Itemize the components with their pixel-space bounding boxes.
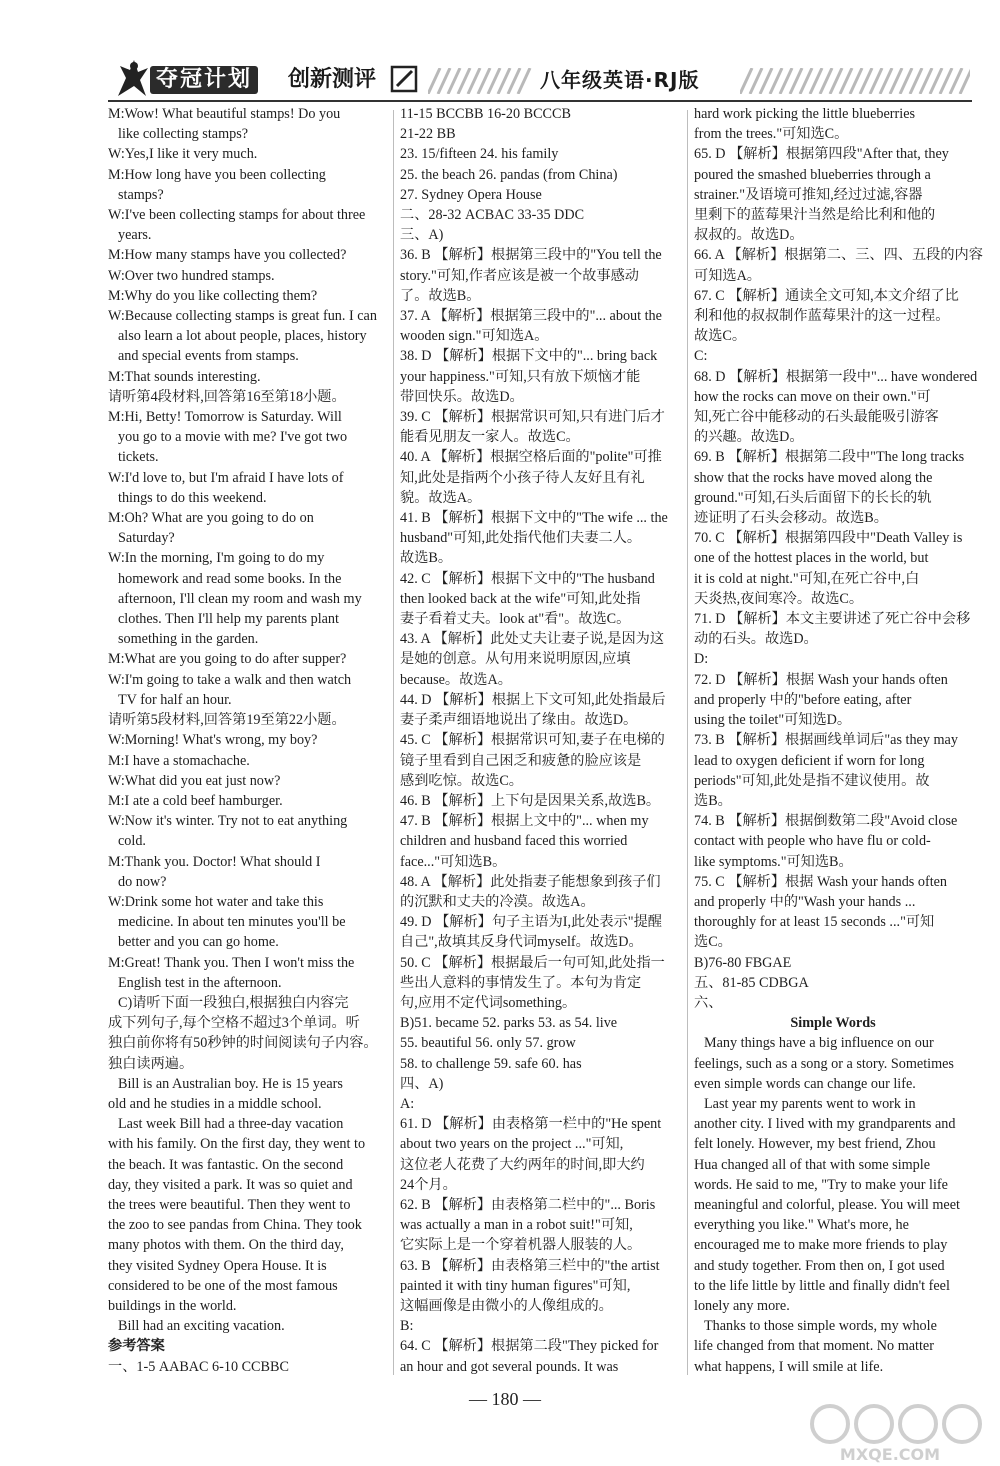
- text-line: 自己",故填其反身代词myself。故选D。: [400, 934, 643, 951]
- text-line: 镜子里看到自己困乏和疲惫的脸应该是: [400, 752, 642, 769]
- text-line: about two years on the project ..."可知,: [400, 1136, 624, 1153]
- text-line: 选C。: [694, 934, 732, 951]
- text-line: 五、81-85 CDBGA: [694, 974, 809, 991]
- answers-heading: 参考答案: [108, 1338, 165, 1355]
- text-line: 66. A 【解析】根据第二、三、四、五段的内容: [694, 247, 983, 264]
- text-line: 动的石头。故选D。: [694, 631, 818, 648]
- text-line: and properly 中的"Wash your hands ...: [694, 893, 916, 910]
- text-line: 带回快乐。故选D。: [400, 388, 524, 405]
- text-line: 知,死亡谷中能移动的石头最能吸引游客: [694, 409, 939, 426]
- text-line: 25. the beach 26. pandas (from China): [400, 166, 618, 183]
- text-line: 73. B 【解析】根据画线单词后"as they may: [694, 732, 958, 749]
- text-line: and properly 中的"before eating, after: [694, 691, 912, 708]
- text-line: the beach. It was fantastic. On the second: [108, 1156, 344, 1173]
- text-line: buildings in the world.: [108, 1297, 237, 1314]
- text-line: thoroughly for at least 15 seconds ..."可知: [694, 914, 935, 931]
- header-rule: [108, 100, 972, 102]
- text-line: what happens, I will smile at life.: [694, 1358, 884, 1375]
- text-line: 69. B 【解析】根据第二段中"The long tracks: [694, 449, 965, 466]
- text-line: 67. C 【解析】通读全文可知,本文介绍了比: [694, 287, 959, 304]
- text-line: husband"可知,此处指代他们夫妻二人。: [400, 530, 642, 547]
- text-line: Thanks to those simple words, my whole: [704, 1318, 937, 1335]
- text-line: it is cold at night."可知,在死亡谷中,白: [694, 570, 920, 587]
- text-line: W:Now it's winter. Try not to eat anything: [108, 813, 348, 830]
- text-line: 四、A): [400, 1075, 444, 1092]
- text-line: A:: [400, 1095, 415, 1112]
- text-line: Hua changed all of that with some simple: [694, 1156, 931, 1173]
- text-line: even simple words can change our life.: [694, 1075, 916, 1092]
- text-line: was actually a man in a robot suit!"可知,: [400, 1217, 633, 1234]
- text-line: M:How many stamps have you collected?: [108, 247, 347, 264]
- text-line: children and husband faced this worried: [400, 833, 628, 850]
- watermark-logo: [790, 1398, 990, 1464]
- text-line: encouraged me to make more friends to play: [694, 1237, 948, 1254]
- text-line: hard work picking the little blueberries: [694, 106, 916, 122]
- text-line: years.: [118, 227, 152, 244]
- text-line: from the trees."可知选C。: [694, 126, 849, 143]
- text-line: 43. A 【解析】此处丈夫让妻子说,是因为这: [400, 631, 665, 648]
- text-line: like collecting stamps?: [118, 126, 249, 143]
- text-line: 迹证明了石头会移动。故选B。: [694, 510, 888, 527]
- text-line: 感到吃惊。故选C。: [400, 772, 523, 789]
- text-line: 故选B。: [400, 550, 453, 567]
- text-line: 天炎热,夜间寒冷。故选C。: [694, 590, 864, 607]
- text-line: 能看见朋友一家人。故选C。: [400, 429, 580, 446]
- text-line: 37. A 【解析】根据第三段中的"... about the: [400, 308, 662, 325]
- text-line: 71. D 【解析】本文主要讲述了死亡谷中会移: [694, 611, 971, 628]
- text-line: 68. D 【解析】根据第一段中"... have wondered: [694, 368, 978, 385]
- text-line: periods"可知,此处是指不建议使用。故: [694, 772, 930, 789]
- text-line: clothes. Then I'll help my parents plant: [118, 611, 339, 628]
- text-line: 47. B 【解析】根据上文中的"... when my: [400, 813, 649, 830]
- text-line: 妻子柔声细语地说出了缘由。故选D。: [400, 712, 638, 729]
- middle-column: [400, 104, 678, 1377]
- text-line: 38. D 【解析】根据下文中的"... bring back: [400, 348, 658, 365]
- page-header: [0, 0, 1000, 104]
- text-line: something in the garden.: [118, 631, 259, 648]
- text-line: M:What are you going to do after supper?: [108, 651, 347, 668]
- text-line: your happiness."可知,只有放下烦恼才能: [400, 368, 641, 385]
- text-line: using the toilet"可知选D。: [694, 712, 852, 729]
- text-line: 50. C 【解析】根据最后一句可知,此处指一: [400, 954, 665, 971]
- text-line: 些出人意料的事情发生了。本句为肯定: [400, 974, 642, 991]
- text-line: they visited Sydney Opera House. It is: [108, 1257, 327, 1274]
- text-line: 请听第5段材料,回答第19至第22小题。: [108, 712, 346, 729]
- text-line: meaningful and colorful, please. You will meet: [694, 1196, 960, 1213]
- text-line: the trees were beautiful. Then they went to: [108, 1196, 351, 1213]
- text-line: 独白前你将有50秒钟的时间阅读句子内容。: [108, 1035, 378, 1052]
- page-number: — 180 —: [469, 1389, 541, 1409]
- text-line: 21-22 BB: [400, 126, 456, 143]
- text-line: how the rocks can move on their own."可: [694, 388, 931, 405]
- text-line: 36. B 【解析】根据第三段中的"You tell the: [400, 247, 662, 264]
- text-line: 叔叔的。故选D。: [694, 227, 804, 244]
- text-line: M:Hi, Betty! Tomorrow is Saturday. Will: [108, 409, 342, 426]
- text-line: 这位老人花费了大约两年的时间,即大约: [400, 1156, 645, 1173]
- text-line: M:That sounds interesting.: [108, 368, 261, 385]
- text-line: 独白读两遍。: [108, 1055, 194, 1072]
- text-line: strainer."及语境可推知,经过过滤,容器: [694, 186, 923, 203]
- text-line: 这幅画像是由微小的人像组成的。: [400, 1297, 613, 1314]
- text-line: 11-15 BCCBB 16-20 BCCCB: [400, 106, 571, 122]
- text-line: W:Morning! What's wrong, my boy?: [108, 732, 318, 749]
- text-line: old and he studies in a middle school.: [108, 1095, 322, 1112]
- text-line: an hour and got several pounds. It was: [400, 1358, 619, 1375]
- text-line: cold.: [118, 833, 146, 850]
- text-line: lead to oxygen deficient if worn for long: [694, 752, 925, 769]
- text-line: 一、1-5 AABAC 6-10 CCBBC: [108, 1358, 289, 1375]
- text-line: also learn a lot about people, places, history: [118, 328, 367, 345]
- text-line: W:In the morning, I'm going to do my: [108, 550, 325, 567]
- text-line: 请听第4段材料,回答第16至第18小题。: [108, 388, 346, 405]
- column-divider: [393, 110, 394, 1375]
- text-line: 了。故选B。: [400, 287, 481, 304]
- text-line: 58. to challenge 59. safe 60. has: [400, 1055, 582, 1072]
- header-stripe-right: [740, 68, 970, 94]
- text-line: 42. C 【解析】根据下文中的"The husband: [400, 570, 655, 587]
- text-line: Saturday?: [118, 530, 175, 547]
- text-line: W:I've been collecting stamps for about three: [108, 207, 366, 224]
- text-line: things to do this weekend.: [118, 489, 267, 506]
- text-line: 44. D 【解析】根据上下文可知,此处指最后: [400, 691, 666, 708]
- essay-title: Simple Words: [790, 1015, 876, 1032]
- text-line: C)请听下面一段独白,根据独白内容完: [118, 994, 349, 1011]
- text-line: felt lonely. However, my best friend, Zhou: [694, 1136, 936, 1153]
- text-line: tickets.: [118, 449, 159, 466]
- text-line: W:Yes,I like it very much.: [108, 146, 258, 163]
- text-line: ground."可知,石头后面留下的长长的轨: [694, 489, 932, 506]
- text-line: 39. C 【解析】根据常识可知,只有进门后才: [400, 409, 665, 426]
- text-line: stamps?: [118, 186, 164, 203]
- text-line: medicine. In about ten minutes you'll be: [118, 914, 346, 931]
- text-line: 貌。故选A。: [400, 489, 482, 506]
- text-line: poured the smashed blueberries through a: [694, 166, 931, 183]
- text-line: 55. beautiful 56. only 57. grow: [400, 1035, 576, 1052]
- text-line: Bill is an Australian boy. He is 15 years: [118, 1075, 343, 1092]
- mascot-figure-icon: [112, 56, 152, 100]
- text-line: 的沉默和丈夫的冷漠。故选A。: [400, 893, 595, 910]
- text-line: 72. D 【解析】根据 Wash your hands often: [694, 671, 948, 688]
- text-line: M:Why do you like collecting them?: [108, 287, 318, 304]
- pencil-notebook-icon: [390, 64, 420, 94]
- text-line: painted it with tiny human figures"可知,: [400, 1277, 631, 1294]
- text-line: W:I'm going to take a walk and then watch: [108, 671, 352, 688]
- watermark-text: MXQE.COM: [839, 1445, 941, 1464]
- text-line: B)76-80 FBGAE: [694, 954, 792, 971]
- text-line: C:: [694, 348, 708, 365]
- text-line: 75. C 【解析】根据 Wash your hands often: [694, 873, 948, 890]
- text-line: many photos with them. On the third day,: [108, 1237, 344, 1254]
- text-line: M:Wow! What beautiful stamps! Do you: [108, 106, 341, 122]
- text-line: the zoo to see pandas from China. They took: [108, 1217, 362, 1234]
- text-line: 41. B 【解析】根据下文中的"The wife ... the: [400, 510, 668, 527]
- text-line: 65. D 【解析】根据第四段"After that, they: [694, 146, 949, 163]
- text-line: 27. Sydney Opera House: [400, 186, 542, 203]
- text-line: 是她的创意。从句用来说明原因,应填: [400, 651, 631, 668]
- text-line: contact with people who have flu or cold-: [694, 833, 931, 850]
- text-line: M:I ate a cold beef hamburger.: [108, 792, 283, 809]
- text-line: TV for half an hour.: [118, 691, 232, 708]
- text-line: and study together. From then on, I got used: [694, 1257, 945, 1274]
- text-line: then looked back at the wife"可知,此处指: [400, 590, 641, 607]
- text-line: because。故选A。: [400, 671, 512, 688]
- text-line: 49. D 【解析】句子主语为I,此处表示"提醒: [400, 914, 662, 931]
- text-line: 句,应用不定代词something。: [400, 994, 577, 1011]
- text-line: wooden sign."可知选A。: [400, 328, 549, 345]
- text-line: 妻子看着丈夫。look at"看"。故选C。: [400, 611, 631, 628]
- text-line: M:Thank you. Doctor! What should I: [108, 853, 321, 870]
- text-line: you go to a movie with me? I've got two: [118, 429, 348, 446]
- text-line: 48. A 【解析】此处指妻子能想象到孩子们: [400, 873, 661, 890]
- text-line: afternoon, I'll clean my room and wash my: [118, 590, 362, 607]
- text-line: 46. B 【解析】上下句是因果关系,故选B。: [400, 792, 661, 809]
- text-line: M:How long have you been collecting: [108, 166, 326, 183]
- text-line: 三、A): [400, 227, 444, 244]
- text-line: like symptoms."可知选B。: [694, 853, 853, 870]
- text-line: 可知选A。: [694, 267, 761, 284]
- text-line: Last year my parents went to work in: [704, 1095, 916, 1112]
- text-line: 23. 15/fifteen 24. his family: [400, 146, 559, 163]
- text-line: 40. A 【解析】根据空格后面的"polite"可推: [400, 449, 662, 466]
- text-line: W:Over two hundred stamps.: [108, 267, 275, 284]
- text-line: face..."可知选B。: [400, 853, 507, 870]
- text-line: 62. B 【解析】由表格第二栏中的"... Boris: [400, 1196, 656, 1213]
- text-line: 二、28-32 ACBAC 33-35 DDC: [400, 207, 585, 224]
- text-line: 故选C。: [694, 328, 747, 345]
- text-line: everything you like." What's more, he: [694, 1217, 909, 1234]
- text-line: show that the rocks have moved along the: [694, 469, 933, 486]
- text-line: story."可知,作者应该是被一个故事感动: [400, 267, 639, 284]
- text-line: 知,此处是指两个小孩子待人友好且有礼: [400, 469, 645, 486]
- column-divider: [687, 110, 688, 1375]
- text-line: 45. C 【解析】根据常识可知,妻子在电梯的: [400, 732, 665, 749]
- text-line: do now?: [118, 873, 167, 890]
- text-line: 64. C 【解析】根据第二段"They picked for: [400, 1338, 659, 1355]
- text-line: Many things have a big influence on our: [704, 1035, 934, 1052]
- text-line: D:: [694, 651, 709, 668]
- text-line: 成下列句子,每个空格不超过3个单词。听: [108, 1015, 360, 1032]
- text-line: lonely any more.: [694, 1297, 790, 1314]
- text-line: Bill had an exciting vacation.: [118, 1318, 285, 1335]
- subject-title: 八年级英语·RJ版: [540, 68, 700, 92]
- text-line: feelings, such as a song or a story. Sometimes: [694, 1055, 954, 1072]
- text-line: M:Great! Thank you. Then I won't miss the: [108, 954, 355, 971]
- text-line: with his family. On the first day, they went to: [108, 1136, 366, 1153]
- text-line: W:Because collecting stamps is great fun. I can: [108, 308, 377, 325]
- text-line: English test in the afternoon.: [118, 974, 282, 991]
- text-line: 利和他的叔叔制作蓝莓果汁的这一过程。: [694, 308, 950, 325]
- text-line: life changed from that moment. No matter: [694, 1338, 934, 1355]
- text-line: Last week Bill had a three-day vacation: [118, 1116, 344, 1133]
- text-line: day, they visited a park. It was so quiet and: [108, 1176, 353, 1193]
- text-line: 24个月。: [400, 1176, 457, 1193]
- text-line: W:I'd love to, but I'm afraid I have lots of: [108, 469, 344, 486]
- text-line: B)51. became 52. parks 53. as 54. live: [400, 1015, 618, 1032]
- text-line: 里剩下的蓝莓果汁当然是给比利和他的: [694, 207, 936, 224]
- text-line: 它实际上是一个穿着机器人服装的人。: [400, 1237, 642, 1254]
- right-column: [694, 104, 983, 1377]
- text-line: W:Drink some hot water and take this: [108, 893, 324, 910]
- brand-logo: 夺冠计划: [150, 66, 258, 94]
- text-line: 74. B 【解析】根据倒数第二段"Avoid close: [694, 813, 958, 830]
- text-line: 61. D 【解析】由表格第一栏中的"He spent: [400, 1116, 662, 1133]
- text-line: M:I have a stomachache.: [108, 752, 250, 769]
- text-line: and special events from stamps.: [118, 348, 299, 365]
- text-line: M:Oh? What are you going to do on: [108, 510, 314, 527]
- text-line: considered to be one of the most famous: [108, 1277, 338, 1294]
- text-line: one of the hottest places in the world, but: [694, 550, 929, 567]
- series-title: 创新测评: [288, 67, 377, 92]
- text-line: 63. B 【解析】由表格第三栏中的"the artist: [400, 1257, 660, 1274]
- text-line: 六、: [694, 994, 723, 1011]
- left-column: [108, 104, 386, 1377]
- text-line: to the life little by little and finally didn't feel: [694, 1277, 950, 1294]
- text-line: another city. I lived with my grandparents and: [694, 1116, 956, 1133]
- header-stripe: [428, 68, 534, 94]
- text-line: W:What did you eat just now?: [108, 772, 281, 789]
- text-line: 选B。: [694, 792, 732, 809]
- text-line: homework and read some books. In the: [118, 570, 342, 587]
- text-line: 70. C 【解析】根据第四段中"Death Valley is: [694, 530, 963, 547]
- text-line: better and you can go home.: [118, 934, 279, 951]
- text-line: words. He said to me, "Try to make your life: [694, 1176, 948, 1193]
- text-line: 的兴趣。故选D。: [694, 429, 804, 446]
- text-line: B:: [400, 1318, 414, 1335]
